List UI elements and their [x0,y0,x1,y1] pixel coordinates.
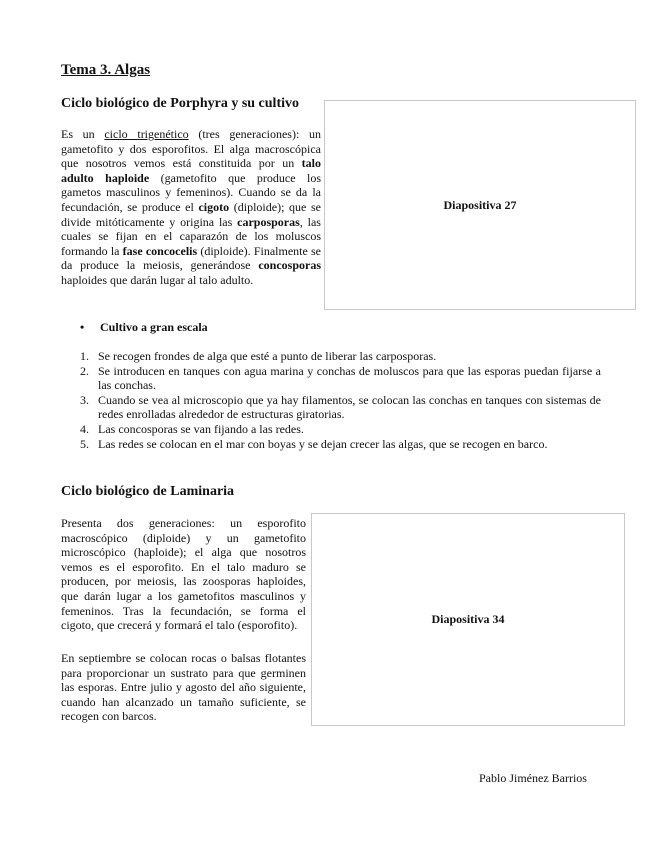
section-heading-porphyra: Ciclo biológico de Porphyra y su cultivo [61,96,299,111]
list-item-number: 1. [80,349,89,363]
list-item [61,349,601,364]
slide-27-label: Diapositiva 27 [443,197,517,212]
cultivo-steps-list [61,349,601,451]
list-item-text: Se introducen en tanques con agua marina y conchas de moluscos para que las esporas puedan fijarse a las conchas. [98,363,601,393]
term-concosporas: concosporas [258,258,321,273]
bullet-icon: • [80,320,85,334]
slide-34-label: Diapositiva 34 [431,612,505,626]
text-run: (gametofito que produce los gametos masculinos y femeninos). Cuando se da la fecundación, se produce el [61,170,321,214]
term-cigoto: cigoto [198,199,230,214]
list-item-text: Las redes se colocan en el mar con boyas y se dejan crecer las algas, que se recogen en barco. [98,436,548,451]
laminaria-paragraph-2: En septiembre se colocan rocas o balsas flotantes para proporcionar un sustrato para que germinen las esporas. Entre julio y agosto del año siguiente, cuando han alcanzado un tamaño suficiente, se recogen con barcos. [61,651,306,724]
list-item-text: Las concosporas se van fijando a las redes. [98,421,304,436]
section-heading-laminaria: Ciclo biológico de Laminaria [61,484,235,499]
text-run: haploides que darán lugar al talo adulto. [61,272,254,287]
list-item-number: 5. [80,436,89,451]
page-title: Tema 3. Algas [61,62,151,78]
list-item-text: Se recogen frondes de alga que esté a punto de liberar las carposporas. [98,349,437,363]
list-item [61,393,601,422]
text-run: (diploide). Finalmente se da produce la meiosis, generándose [61,243,322,273]
text-run: (tres generaciones): un gametofito y dos esporofitos. El alga macroscópica que nosotros vemos está constituida por un [61,127,321,171]
term-fase-concocelis: fase concocelis [122,243,198,258]
slide-27-frame [324,100,636,310]
text-run: Es un [61,127,105,141]
list-item-number: 2. [80,363,89,378]
text-run: (diploide); que se divide mitóticamente y origina las [61,199,321,229]
porphyra-paragraph [61,127,321,288]
slide-34-frame [311,513,625,726]
list-item [61,364,601,393]
term-trigenetic: ciclo trigenético [104,127,189,141]
list-item-text: Cuando se vea al microscopio que ya hay filamentos, se colocan las conchas en tanques con sistemas de redes enrolladas alrededor de estructuras giratorias. [98,392,601,422]
list-item-number: 3. [80,392,89,407]
text-run: , las cuales se fijan en el caparazón de los moluscos formando la [61,214,321,258]
list-item-number: 4. [80,421,89,436]
bullet-heading-cultivo [80,320,208,335]
list-item [61,422,601,437]
laminaria-paragraph-1: Presenta dos generaciones: un esporofito macroscópico (diploide) y un gametofito microscópico (haploide); el alga que nosotros vemos es el esporofito. En el talo maduro se producen, por meiosis, las zoosporas haploides, que darán lugar a los gametofitos masculinos y femeninos. Tras la fecundación, se forma el cigoto, que crecerá y formará el talo (esporofito). [61,516,306,633]
author-name: Pablo Jiménez Barrios [479,771,587,785]
list-item [61,437,601,452]
term-talo-adulto: talo adulto haploide [61,156,321,185]
term-carposporas: carposporas [237,214,300,229]
bullet-heading-text: Cultivo a gran escala [100,320,208,334]
